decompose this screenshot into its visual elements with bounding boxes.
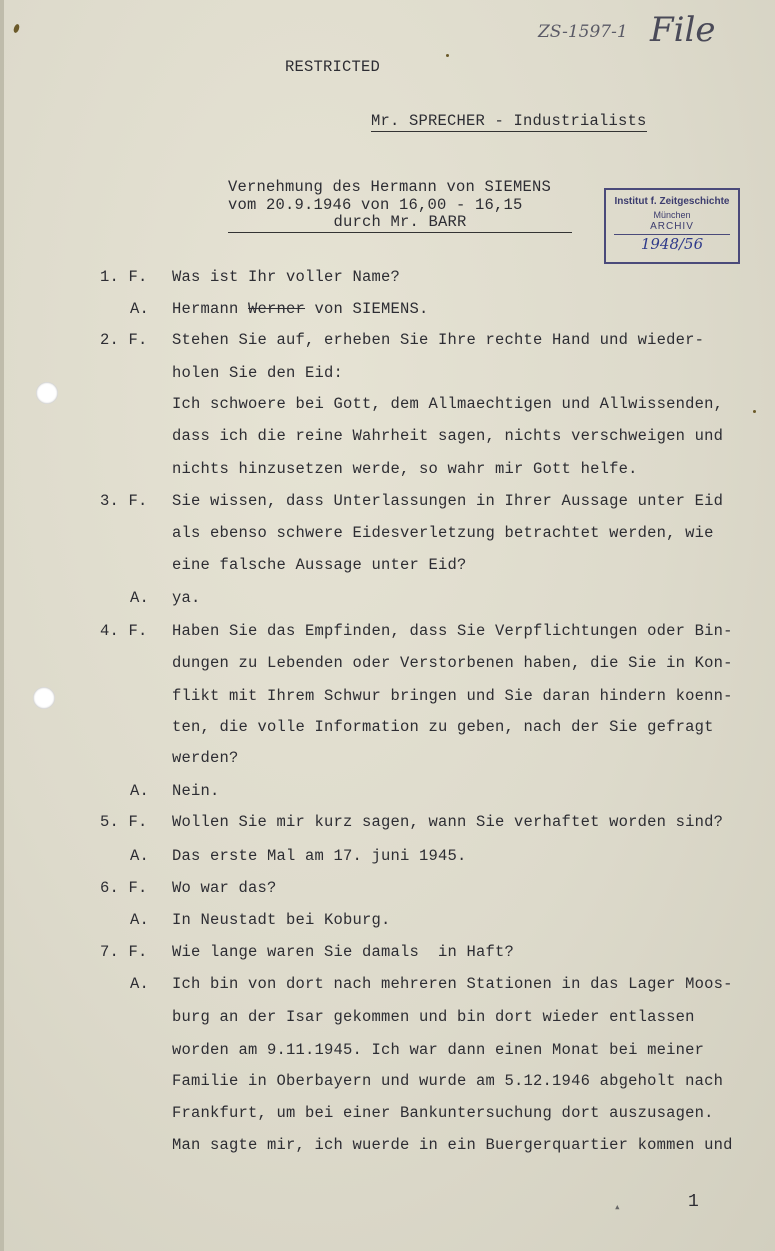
transcript-line: Stehen Sie auf, erheben Sie Ihre rechte Hand und wieder- xyxy=(172,331,705,349)
line-number: A. xyxy=(130,782,150,800)
line-number: A. xyxy=(130,975,150,993)
line-number: 4. F. xyxy=(100,622,148,640)
line-number: A. xyxy=(130,589,150,607)
transcript-line: Sie wissen, dass Unterlassungen in Ihrer Aussage unter Eid xyxy=(172,492,724,510)
stamp-number: 1948/56 xyxy=(640,235,704,253)
transcript-line: nichts hinzusetzen werde, so wahr mir Gott helfe. xyxy=(172,460,638,478)
transcript-line: Wo war das? xyxy=(172,879,277,897)
stamp-city: München xyxy=(653,210,691,220)
ink-speck xyxy=(753,410,756,413)
transcript-line: Das erste Mal am 17. juni 1945. xyxy=(172,847,467,865)
line-text: Hermann xyxy=(172,300,249,318)
line-number: A. xyxy=(130,300,150,318)
transcript-line: holen Sie den Eid: xyxy=(172,364,344,382)
transcript-line: werden? xyxy=(172,749,239,767)
transcript-line: ya. xyxy=(172,589,201,607)
transcript-line: burg an der Isar gekommen und bin dort wieder entlassen xyxy=(172,1008,695,1026)
struck-text: Werner xyxy=(248,300,306,318)
transcript-line: Frankfurt, um bei einer Bankuntersuchung dort auszusagen. xyxy=(172,1104,714,1122)
transcript-line xyxy=(172,300,429,318)
transcript-line: Man sagte mir, ich wuerde in ein Buergerquartier kommen und xyxy=(172,1136,733,1154)
transcript-line: Wollen Sie mir kurz sagen, wann Sie verhaftet worden sind? xyxy=(172,813,724,831)
page-edge xyxy=(0,0,4,1251)
title-line-3: durch Mr. BARR xyxy=(228,213,572,233)
transcript-line: Ich schwoere bei Gott, dem Allmaechtigen und Allwissenden, xyxy=(172,395,724,413)
archive-annotation: ZS-1597-1 xyxy=(538,22,628,42)
transcript-line: Haben Sie das Empfinden, dass Sie Verpflichtungen oder Bin- xyxy=(172,622,733,640)
line-number: 7. F. xyxy=(100,943,148,961)
title-line-1: Vernehmung des Hermann von SIEMENS xyxy=(228,178,552,196)
line-number: 2. F. xyxy=(100,331,148,349)
ink-speck xyxy=(13,23,21,33)
punch-hole xyxy=(33,687,55,709)
ink-speck xyxy=(446,54,449,57)
archive-stamp xyxy=(604,188,740,264)
handwritten-note: File xyxy=(650,10,716,50)
transcript-line: Was ist Ihr voller Name? xyxy=(172,268,401,286)
transcript-line: dungen zu Lebenden oder Verstorbenen haben, die Sie in Kon- xyxy=(172,654,733,672)
line-text: von SIEMENS. xyxy=(305,300,429,318)
transcript-line: dass ich die reine Wahrheit sagen, nichts verschweigen und xyxy=(172,427,724,445)
title-line-2: vom 20.9.1946 von 16,00 - 16,15 xyxy=(228,196,523,214)
line-number: A. xyxy=(130,847,150,865)
transcript-line: In Neustadt bei Koburg. xyxy=(172,911,391,929)
transcript-line: als ebenso schwere Eidesverletzung betrachtet werden, wie xyxy=(172,524,714,542)
line-number: 5. F. xyxy=(100,813,148,831)
transcript-line: Ich bin von dort nach mehreren Stationen in das Lager Moos- xyxy=(172,975,733,993)
transcript-line: eine falsche Aussage unter Eid? xyxy=(172,556,467,574)
line-number: 6. F. xyxy=(100,879,148,897)
line-number: 3. F. xyxy=(100,492,148,510)
transcript-line: ten, die volle Information zu geben, nach der Sie gefragt xyxy=(172,718,714,736)
transcript-line: Wie lange waren Sie damals in Haft? xyxy=(172,943,515,961)
transcript-line: worden am 9.11.1945. Ich war dann einen Monat bei meiner xyxy=(172,1041,705,1059)
transcript-line: flikt mit Ihrem Schwur bringen und Sie daran hindern koenn- xyxy=(172,687,733,705)
line-number: 1. F. xyxy=(100,268,148,286)
footer-mark: ▴ xyxy=(614,1202,621,1214)
transcript-line: Nein. xyxy=(172,782,220,800)
stamp-institute: Institut f. Zeitgeschichte xyxy=(614,196,730,207)
page-number: 1 xyxy=(688,1192,700,1212)
classification-label: RESTRICTED xyxy=(285,58,381,76)
transcript-line: Familie in Oberbayern und wurde am 5.12.1946 abgeholt nach xyxy=(172,1072,724,1090)
punch-hole xyxy=(36,382,58,404)
case-title: Mr. SPRECHER - Industrialists xyxy=(371,112,647,130)
stamp-archive: ARCHIV xyxy=(650,221,694,232)
line-number: A. xyxy=(130,911,150,929)
